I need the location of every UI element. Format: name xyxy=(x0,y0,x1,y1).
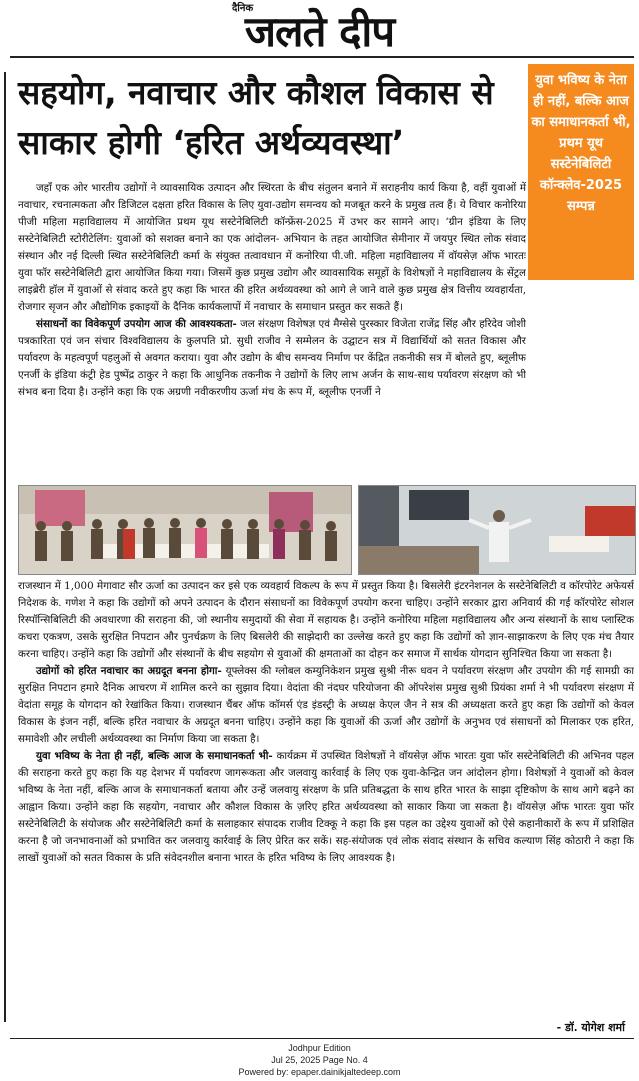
footer-date-page: Jul 25, 2025 Page No. 4 xyxy=(271,1055,368,1065)
newspaper-name: जलते दीप xyxy=(244,7,395,56)
paragraph-industry xyxy=(18,663,634,748)
paragraph-resources xyxy=(18,316,526,401)
paragraph-intro: जहाँ एक ओर भारतीय उद्योगों ने व्यावसायिक उत्पादन और स्थिरता के बीच संतुलन बनाने में सराहनीय कार्य किया है, वहीं युवाओं में नवाचार, रचनात्मकता और डिजिटल दक्षता हरित विकास के लिए युवा-उद्योग समन्वय को मजबूत करने के प्रमुख तत्व हैं। ये विचार कनोरिया पीजी महिला महाविद्यालय में आयोजित प्रथम यूथ सस्टेनेबिलिटी कॉन्फ्रेंस-2025 में उभर कर सामने आए। ‘ग्रीन इंडिया के लिए सस्टेनेबिलिटी स्टोरीटेलिंग: युवाओं को सशक्त बनाने का एक आंदोलन- अभियान के तहत आयोजित सेमीनार में जयपुर स्थित लोक संवाद संस्थान और नई दिल्ली स्थित सस्टेनेबिलिटी कर्मा के संयुक्त तत्वावधान में कनोरिया पी.जी. महिला महाविद्यालय में वॉयसेज़ ऑफ भारतः युवा फॉर सस्टेनेबिलिटी द्वारा आयोजित किया गया। जिसमें कुछ प्रमुख उद्योग और व्यावसायिक समूहों के विशेषज्ञों ने महाविद्यालय के सेंट्रल लाइब्रेरी हॉल में युवाओं से संवाद करते हुए कहा कि भारत की हरित अर्थव्यवस्था को आगे ले जाने वाले कुछ प्रमुख क्षेत्र वित्तीय व्यवहार्यता, रोजगार सृजन और औद्योगिक इकाइयों के दैनिक कार्यकलापों में नवाचार के समाधान प्रस्तुत कर सकते हैं। xyxy=(18,182,526,313)
masthead xyxy=(0,0,639,54)
paragraph-youth-text: कार्यक्रम में उपस्थित विशेषज्ञों ने वॉयसेज़ ऑफ भारतः युवा फॉर सस्टेनेबिलिटी की अभिनव पहल की सराहना करते हुए कहा कि यह देशभर में पर्यावरण जागरूकता और जलवायु कार्रवाई के लिए एक युवा-केन्द्रित जन आंदोलन होगा। विशेषज्ञों ने युवाओं को केवल भविष्य के नेता नहीं, बल्कि आज के समाधानकर्ता बताया और उन्हें जलवायु संरक्षण के प्रति प्रतिबद्धता के साथ हरित भारत के साझा दृष्टिकोण के साथ आगे बढ़ने का आह्वान किया। उन्होंने कहा कि सहयोग, नवाचार और कौशल विकास के ज़रिए हरित अर्थव्यवस्था को साकार किया जा सकता है। वॉयसेज़ ऑफ भारतः युवा फॉर सस्टेनेबिलिटी के संयोजक और सस्टेनेबिलिटी कर्मा के सलाहकार संपादक राजीव टिक्कू ने कहा कि इस पहल का उद्देश्य युवाओं को ऐसे कहानीकारों के रूप में प्रशिक्षित करना है जो जनभावनाओं को प्रभावित कर जलवायु कार्रवाई के लिए प्रेरित कर सकें। सह-संयोजक एवं लोक संवाद संस्थान के सचिव कल्याण सिंह कोठारी ने कहा कि लाखों युवाओं को सतत विकास के प्रति संवेदनशील बनाना भारत के हरित भविष्य के लिए आवश्यक है। xyxy=(18,750,634,864)
left-margin-bar xyxy=(4,72,6,1022)
group-photo-image xyxy=(19,486,351,574)
footer-edition: Jodhpur Edition xyxy=(288,1043,351,1053)
paragraph-resources-text: जल संरक्षण विशेषज्ञ एवं मैग्सेसे पुरस्कार विजेता राजेंद्र सिंह और हरिदेव जोशी पत्रकारिता एवं जन संचार विश्वविद्यालय के कुलपति प्रो. सुधी राजीव ने सम्मेलन के उद्घाटन सत्र में विद्यार्थियों को सतत विकास और पर्यावरण के महत्वपूर्ण पहलुओं से अवगत कराया। युवा और उद्योग के बीच समन्वय निर्माण पर केंद्रित तकनीकी सत्र में बोलते हुए, ब्लूलीफ एनर्जी के इंडिया कंट्री हेड पुष्पेंद्र ठाकुर ने कहा कि आधुनिक तकनीक ने उद्योगों के लिए लाभ अर्जन के साथ-साथ पर्यावरण संरक्षण को भी संभव बना दिया है। उन्होंने कहा कि एक अग्रणी नवीकरणीय ऊर्जा मंच के रूप में, ब्लूलीफ एनर्जी ने xyxy=(18,318,526,398)
author-signature: - डॉ. योगेश शर्मा xyxy=(556,1021,625,1034)
footer-powered-by[interactable]: Powered by: epaper.dainikjaltedeep.com xyxy=(238,1067,401,1077)
subhead-youth: युवा भविष्य के नेता ही नहीं, बल्कि आज के समाधानकर्ता भी- xyxy=(36,750,273,762)
footer xyxy=(0,1042,639,1078)
article-top-column xyxy=(18,180,526,480)
highlight-box: युवा भविष्य के नेता ही नहीं, बल्कि आज का समाधानकर्ता भी, प्रथम यूथ सस्टेनेबिलिटी कॉन्क्लेव-2025 सम्पन्न xyxy=(528,64,634,280)
event-photo-speaker xyxy=(358,485,636,575)
masthead-prefix: दैनिक xyxy=(232,3,254,14)
paragraph-youth xyxy=(18,748,634,867)
subhead-resources: संसाधनों का विवेकपूर्ण उपयोग आज की आवश्यकता- xyxy=(36,318,237,330)
subhead-industry: उद्योगों को हरित नवाचार का अग्रदूत बनना होगा- xyxy=(36,665,222,677)
speaker-photo-image xyxy=(359,486,635,574)
article-bottom-column xyxy=(18,578,634,1018)
paragraph-solar: राजस्थान में 1,000 मेगावाट सौर ऊर्जा का उत्पादन कर इसे एक व्यवहार्य विकल्प के रूप में प्रस्तुत किया है। बिसलेरी इंटरनेशनल के सस्टेनेबिलिटी व कॉरपोरेट अफेयर्स निदेशक के. गणेश ने कहा कि उद्योगों को अपने उत्पादन के दौरान संसाधनों का विवेकपूर्ण उपयोग करना चाहिए। उन्होंने सरकार द्वारा अनिवार्य की गई कॉरपोरेट सोशल रिस्पॉन्सिबिलिटी की अवधारणा की सराहना की, जो स्थानीय समुदायों की सेवा में सहायक है। उन्होंने कनोरिया महिला महाविद्यालय और अन्य संस्थानों के साथ प्लास्टिक कचरा एकत्रण, उसके सुरक्षित निपटान और पुनर्चक्रण के लिए बिसलेरी की साझेदारी का उल्लेख करते हुए कहा कि उद्योगों को ज्ञान-साझाकरण के लिए एक मंच तैयार करना चाहिए। उन्होंने कहा कि उद्योगों और संस्थानों के बीच सहयोग से युवाओं की क्षमताओं का दोहन कर समाज में सार्थक योगदान सुनिश्चित किया जा सकता है। xyxy=(18,580,634,660)
event-photo-group xyxy=(18,485,352,575)
paragraph-industry-text: यूफ्लेक्स की ग्लोबल कम्युनिकेशन प्रमुख सुश्री नीरू धवन ने पर्यावरण संरक्षण और उपयोग की गई सामग्री का सुरक्षित निपटान हमारे दैनिक आचरण में शामिल करने का सुझाव दिया। वेदांता की नंदघर परियोजना की ऑपरेशंस प्रमुख सुश्री प्रियंका शर्मा ने भी पर्यावरण संरक्षण में वेदांता समूह के योगदान को रेखांकित किया। राजस्थान चैंबर ऑफ कॉमर्स एंड इंडस्ट्री के अध्यक्ष केएल जैन ने सत्र की अध्यक्षता करते हुए कहा कि उद्योगों को केवल विकास के इंजन नहीं, बल्कि हरित नवाचार के अग्रदूत बनना चाहिए। उन्होंने कहा कि युवाओं की ऊर्जा और उद्योगों के अनुभव एवं संसाधनों को मिलाकर एक हरित, समावेशी और लचीली अर्थव्यवस्था का निर्माण किया जा सकता है। xyxy=(18,665,634,745)
headline: सहयोग, नवाचार और कौशल विकास से साकार होगी ‘हरित अर्थव्यवस्था’ xyxy=(18,73,494,162)
top-rule xyxy=(10,56,634,58)
bottom-rule xyxy=(10,1038,634,1039)
